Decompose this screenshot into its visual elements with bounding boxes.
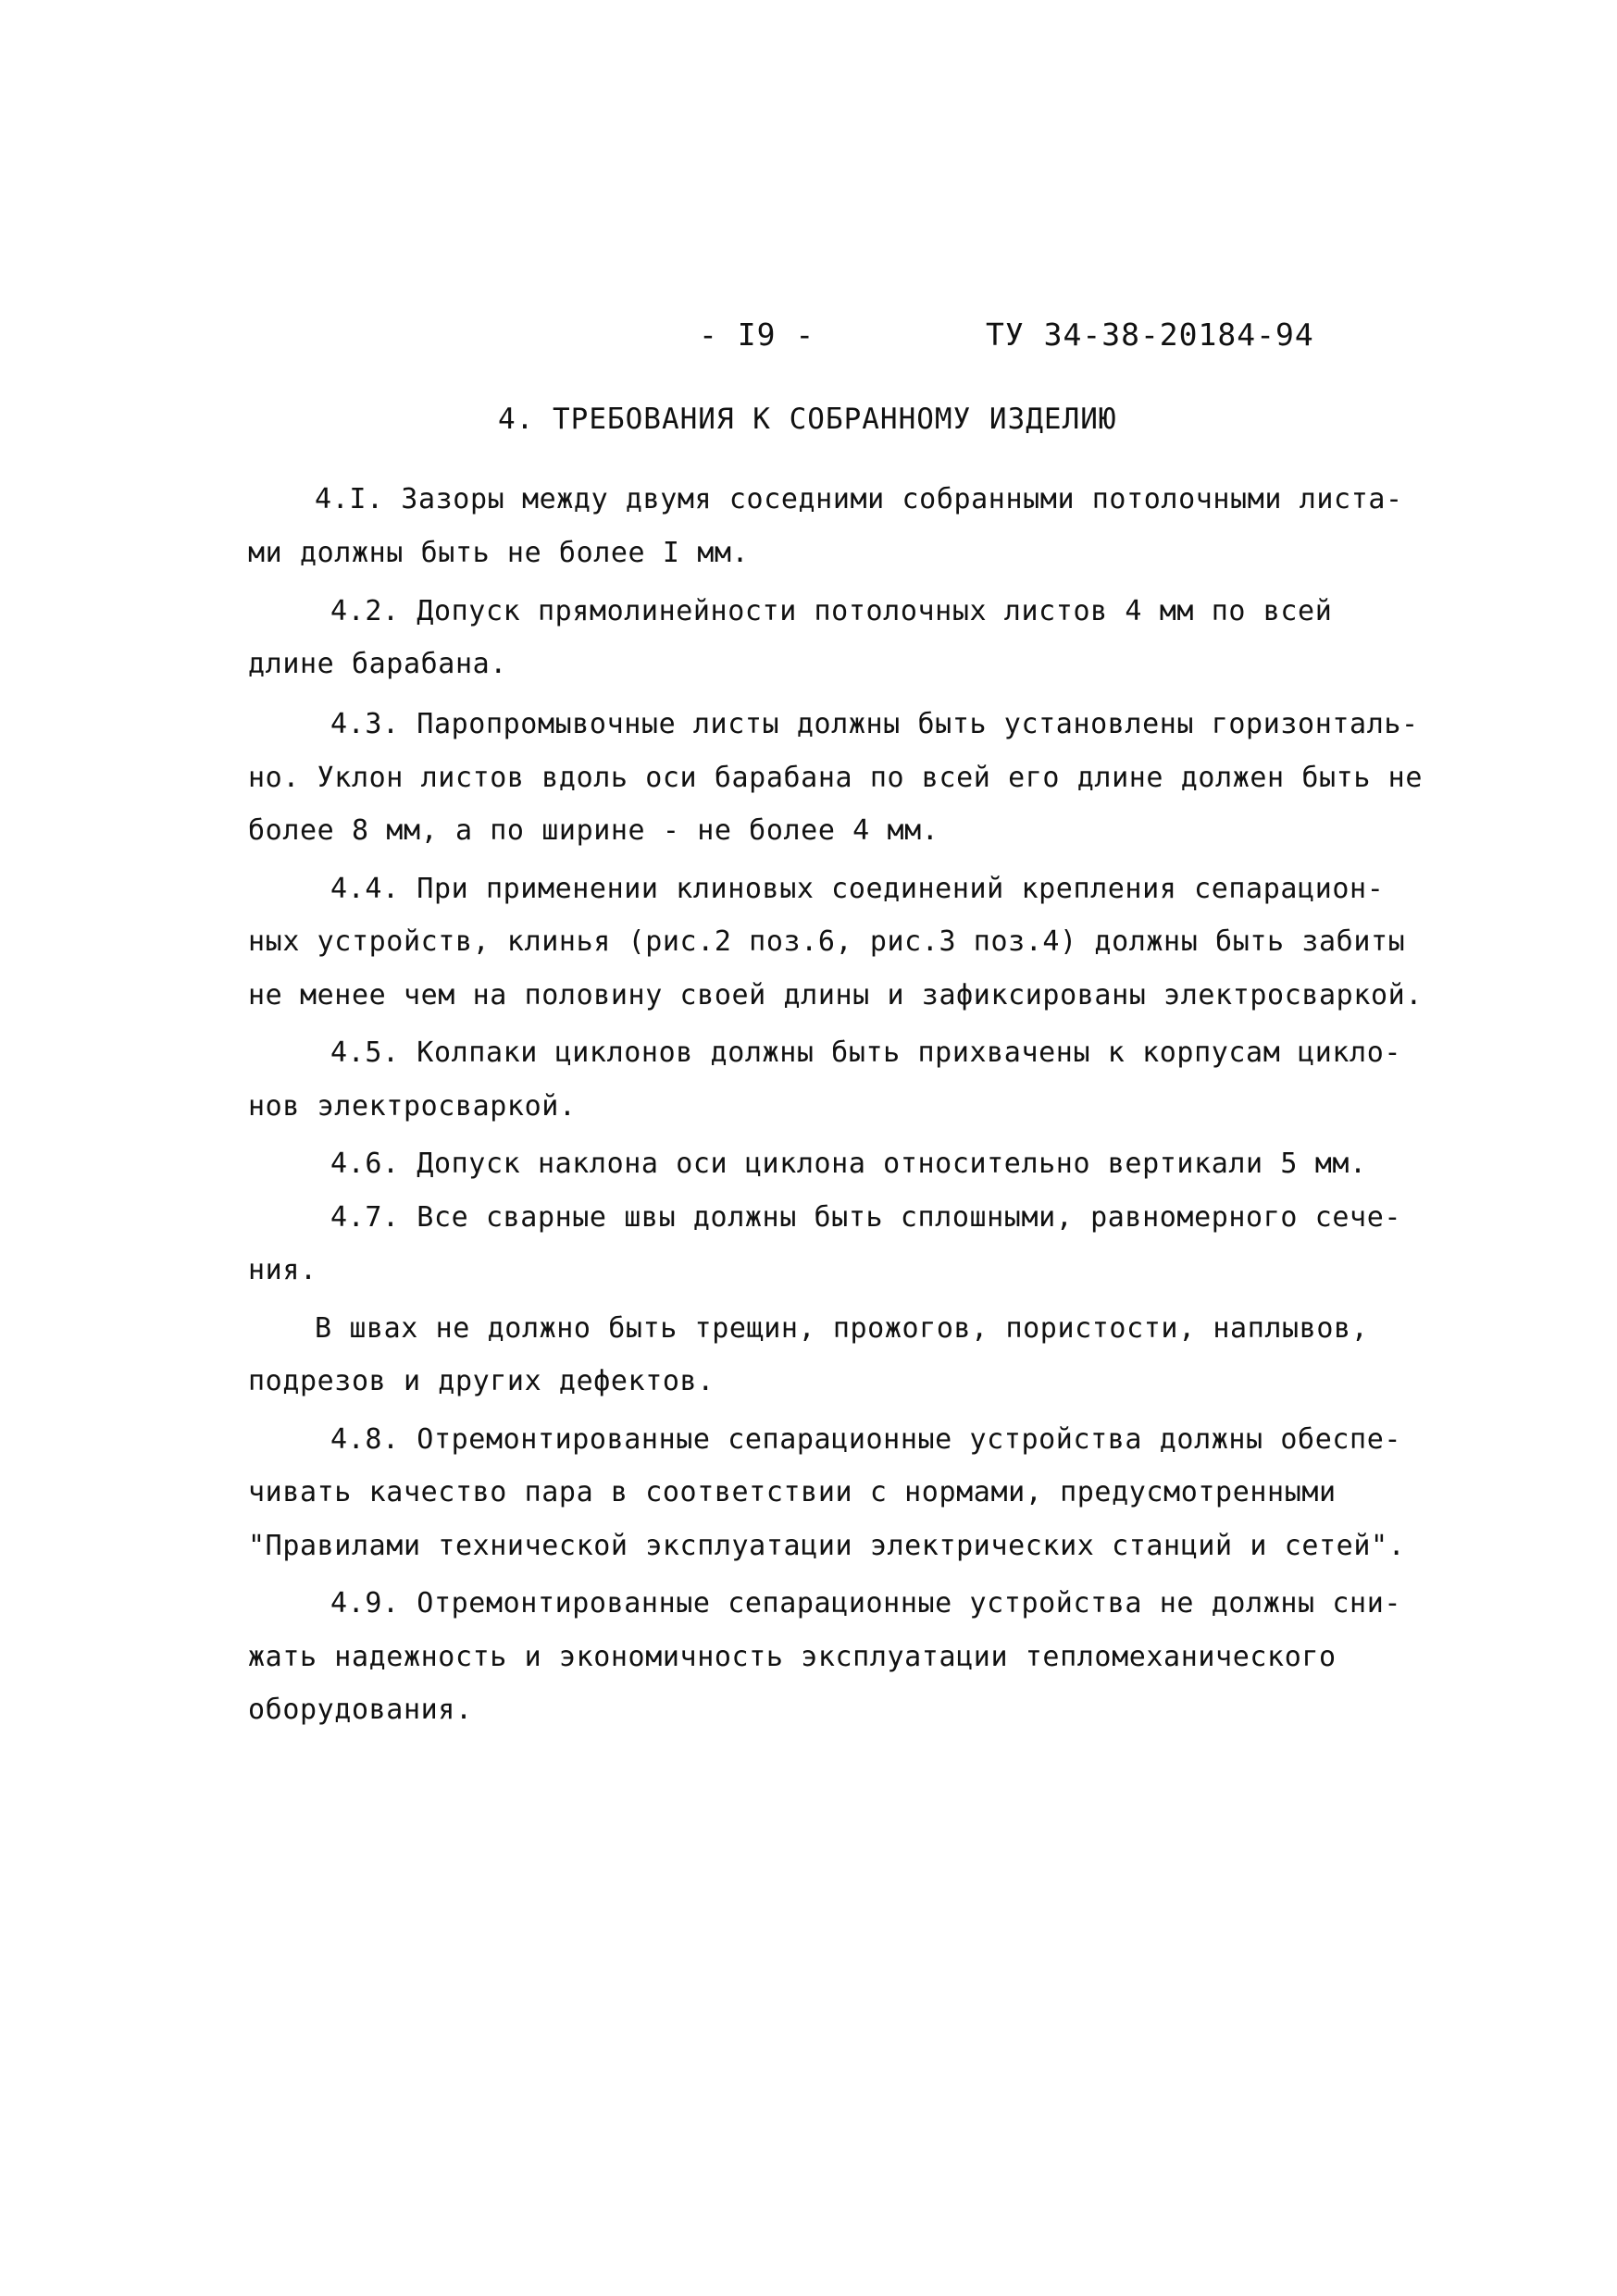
text-line-4-3-a: 4.3. Паропромывочные листы должны быть установлены горизонталь-	[330, 708, 1419, 740]
text-line-4-3-c: более 8 мм, а по ширине - не более 4 мм.	[248, 814, 939, 847]
section-title: 4. ТРЕБОВАНИЯ К СОБРАННОМУ ИЗДЕЛИЮ	[498, 403, 1117, 436]
text-line-4-9-b: жать надежность и экономичность эксплуатации тепломеханического	[248, 1641, 1337, 1673]
text-line-4-4-a: 4.4. При применении клиновых соединений крепления сепарацион-	[330, 873, 1385, 905]
text-line-4-7-a: 4.7. Все сварные швы должны быть сплошными, равномерного сече-	[330, 1201, 1402, 1234]
text-line-4-4-b: ных устройств, клинья (рис.2 поз.6, рис.3 поз.4) должны быть забиты	[248, 925, 1406, 958]
text-line-4-6: 4.6. Допуск наклона оси циклона относительно вертикали 5 мм.	[330, 1148, 1367, 1180]
text-line-4-7-b: ния.	[248, 1254, 317, 1286]
text-line-4-1-a: 4.I. Зазоры между двумя соседними собранными потолочными листа-	[315, 483, 1403, 515]
text-line-defects-b: подрезов и других дефектов.	[248, 1365, 715, 1397]
text-line-4-5-a: 4.5. Колпаки циклонов должны быть прихвачены к корпусам циклo-	[330, 1036, 1402, 1069]
text-line-4-2-b: длине барабана.	[248, 648, 507, 680]
text-line-4-2-a: 4.2. Допуск прямолинейности потолочных листов 4 мм по всей	[330, 595, 1333, 627]
text-line-4-8-b: чивать качество пара в соответствии с нормами, предусмотренными	[248, 1476, 1337, 1508]
text-line-4-5-b: нов электросваркой.	[248, 1090, 577, 1123]
document-code: ТУ 34-38-20184-94	[986, 316, 1314, 353]
text-line-4-3-b: но. Уклон листов вдоль оси барабана по всей его длине должен быть не	[248, 762, 1423, 794]
text-line-4-1-b: ми должны быть не более I мм.	[248, 537, 750, 569]
text-line-4-8-c: "Правилами технической эксплуатации электрических станций и сетей".	[248, 1530, 1406, 1562]
text-line-4-9-a: 4.9. Отремонтированные сепарационные устройства не должны сни-	[330, 1587, 1402, 1620]
page-header	[0, 316, 1617, 363]
text-line-4-4-c: не менее чем на половину своей длины и зафиксированы электросваркой.	[248, 979, 1423, 1011]
text-line-4-9-c: оборудования.	[248, 1694, 473, 1726]
page-number: - I9 -	[699, 316, 815, 353]
text-line-4-8-a: 4.8. Отремонтированные сепарационные устройства должны обеспе-	[330, 1423, 1402, 1456]
text-line-defects-a: В швах не должно быть трещин, прожогов, пористости, наплывов,	[315, 1312, 1369, 1345]
